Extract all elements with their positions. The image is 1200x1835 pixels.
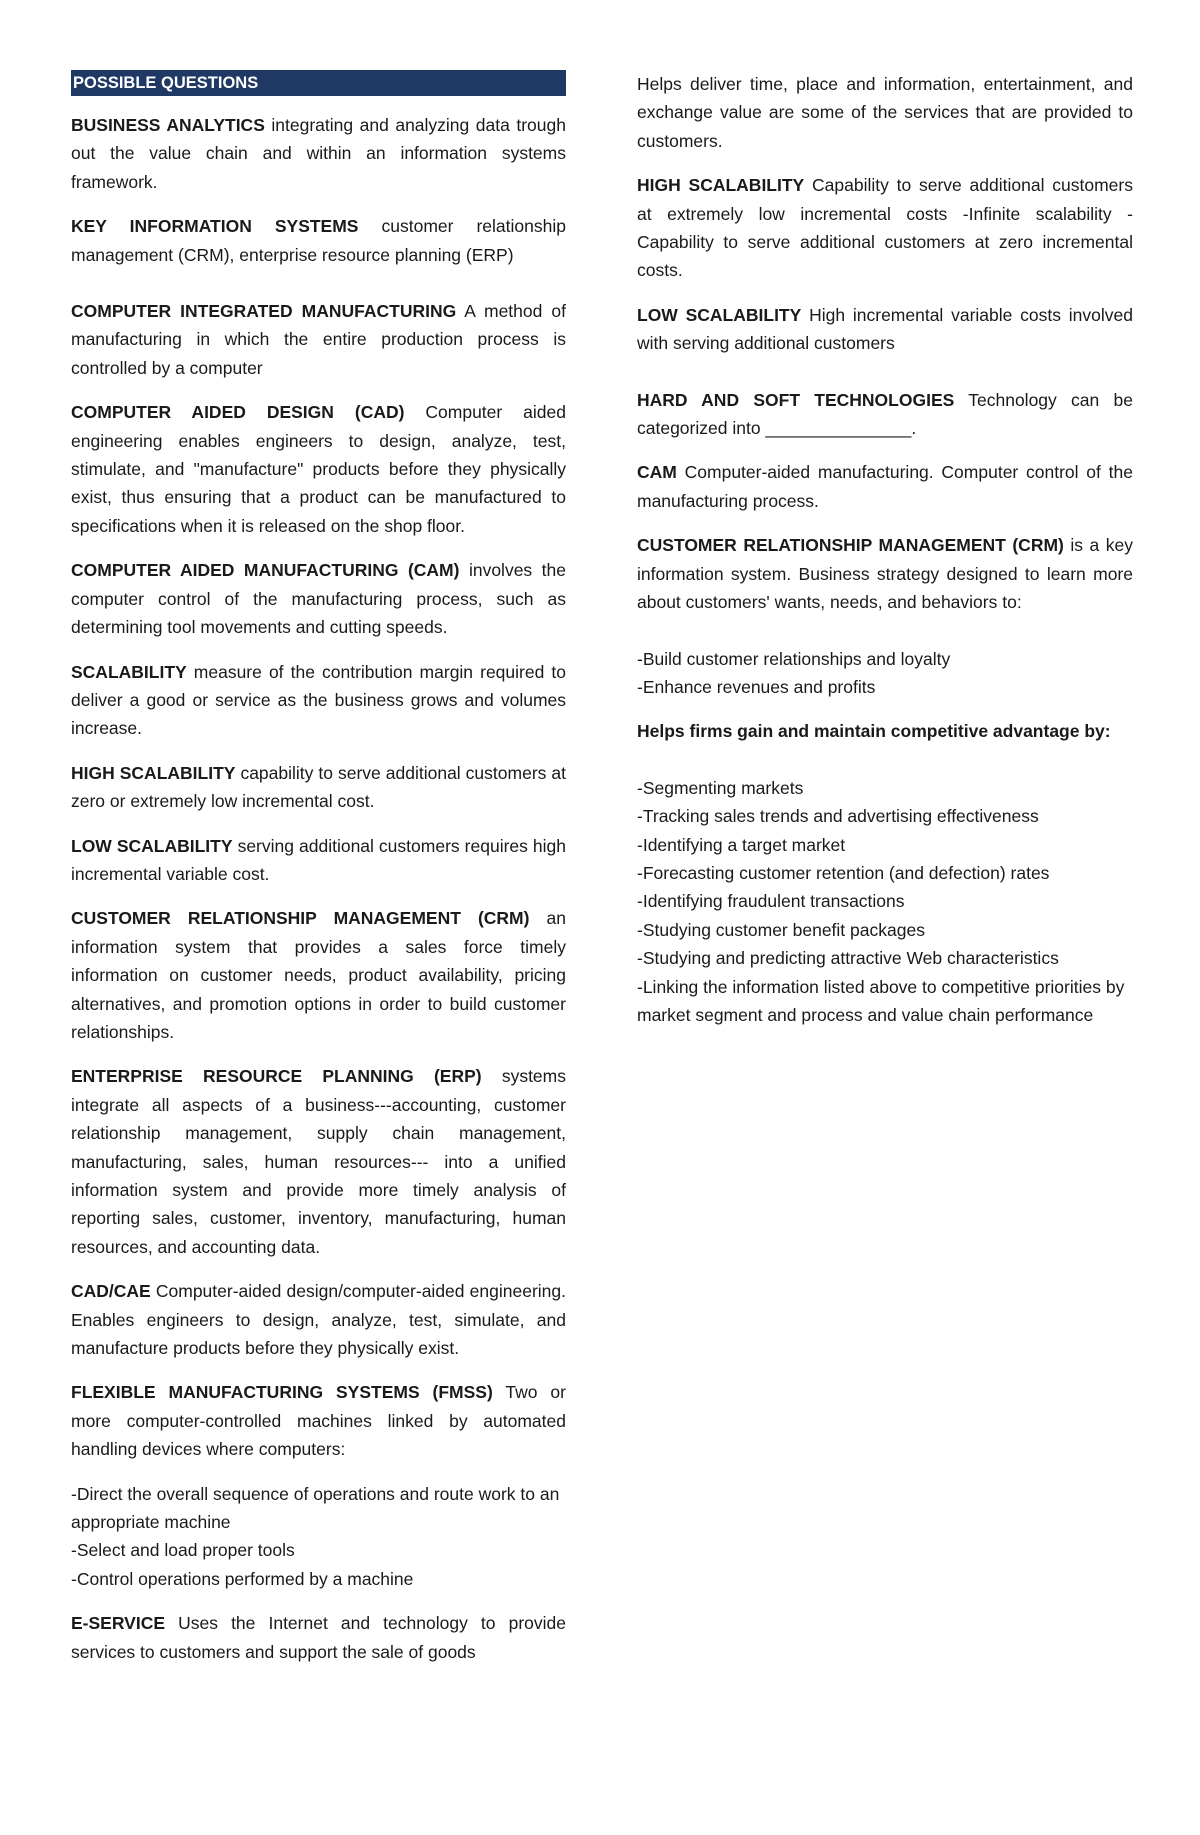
intro-paragraph: Helps deliver time, place and information, entertainment, and exchange value are some of the services that are provided to customers.	[637, 74, 1133, 151]
entry-term: LOW SCALABILITY	[71, 835, 233, 856]
list-item: -Forecasting customer retention (and defection) rates	[637, 862, 1050, 883]
entry-text: serving additional customers requires high incremental variable cost.	[71, 835, 566, 884]
list-item: -Identifying fraudulent transactions	[637, 891, 905, 912]
list-item: -Select and load proper tools	[71, 1540, 295, 1561]
entry-term: SCALABILITY	[71, 661, 187, 682]
fms-list	[71, 1480, 566, 1594]
entry-low-scalability-2	[637, 301, 1133, 358]
entry-text: Capability to serve additional customers at extremely low incremental costs -Infinite scalability - Capability to serve additional customers at zero incremental costs.	[637, 175, 1133, 281]
list-item: -Studying and predicting attractive Web characteristics	[637, 948, 1059, 969]
list-item: -Tracking sales trends and advertising effectiveness	[637, 806, 1039, 827]
entry-term: ENTERPRISE RESOURCE PLANNING (ERP)	[71, 1066, 482, 1087]
entry-business-analytics	[71, 111, 566, 196]
list-item: -Control operations performed by a machine	[71, 1568, 414, 1589]
entry-text: measure of the contribution margin required to deliver a good or service as the business grows and volumes increase.	[71, 661, 566, 739]
crm-list	[637, 645, 1133, 702]
entry-hard-soft-technologies	[637, 386, 1133, 443]
entry-term: HARD AND SOFT TECHNOLOGIES	[637, 389, 955, 410]
entry-text: involves the computer control of the manufacturing process, such as determining tool movements and cutting speeds.	[71, 560, 566, 638]
section-heading: POSSIBLE QUESTIONS	[71, 70, 566, 96]
entry-text: Computer-aided design/computer-aided engineering. Enables engineers to design, analyze, test, simulate, and manufacture products before they physically exist.	[71, 1281, 566, 1359]
entry-term: CAD/CAE	[71, 1281, 151, 1302]
list-item: -Identifying a target market	[637, 834, 846, 855]
entry-term: E-SERVICE	[71, 1613, 166, 1634]
entry-computer-aided-manufacturing	[71, 556, 566, 641]
entry-term: COMPUTER AIDED DESIGN (CAD)	[71, 402, 405, 423]
entry-term: HIGH SCALABILITY	[71, 762, 236, 783]
entry-term: CUSTOMER RELATIONSHIP MANAGEMENT (CRM)	[71, 908, 530, 929]
entry-text: systems integrate all aspects of a business---accounting, customer relationship management, supply chain management, manufacturing, sales, human resources--- into a unified information system and provide more timely analysis of reporting sales, customer, inventory, manufacturing, human resources, and accounting data.	[71, 1066, 566, 1257]
entry-high-scalability-2	[637, 171, 1133, 285]
entry-e-service	[71, 1609, 566, 1666]
entry-text: Two or more computer-controlled machines linked by automated handling devices where computers:	[71, 1382, 566, 1460]
entry-text: Technology can be categorized into _______________.	[637, 389, 1133, 439]
entry-text: customer relationship management (CRM), enterprise resource planning (ERP)	[71, 216, 566, 265]
entry-text: is a key information system. Business strategy designed to learn more about customers' wants, needs, and behaviors to:	[637, 535, 1133, 613]
entry-text: Computer-aided manufacturing. Computer control of the manufacturing process.	[637, 462, 1133, 511]
entry-term: FLEXIBLE MANUFACTURING SYSTEMS (FMSS)	[71, 1382, 493, 1403]
entry-term: LOW SCALABILITY	[637, 304, 802, 325]
entry-text: Computer aided engineering enables engineers to design, analyze, test, stimulate, and "manufacture" products before they physically exist, thus ensuring that a product can be manufactured to specifications when it is released on the shop floor.	[71, 402, 566, 536]
list-item: -Build customer relationships and loyalty	[637, 648, 951, 669]
entry-crm-2	[637, 531, 1133, 616]
list-item: -Linking the information listed above to competitive priorities by market segment and process and value chain performance	[637, 976, 1125, 1025]
entry-key-information-systems	[71, 212, 566, 269]
entry-term: BUSINESS ANALYTICS	[71, 115, 265, 135]
entry-computer-integrated-manufacturing	[71, 297, 566, 382]
entry-term: CAM	[637, 462, 677, 483]
entry-text: A method of manufacturing in which the entire production process is controlled by a computer	[71, 301, 566, 378]
entry-term: COMPUTER AIDED MANUFACTURING (CAM)	[71, 560, 460, 581]
entry-low-scalability	[71, 832, 566, 889]
entry-cam	[637, 458, 1133, 515]
entry-scalability	[71, 658, 566, 743]
entry-crm	[71, 904, 566, 1046]
entry-high-scalability	[71, 759, 566, 816]
entry-cad-cae	[71, 1277, 566, 1362]
entry-term: CUSTOMER RELATIONSHIP MANAGEMENT (CRM)	[637, 535, 1064, 556]
entry-computer-aided-design	[71, 398, 566, 540]
advantage-list	[637, 774, 1133, 1030]
right-column	[637, 70, 1133, 1045]
left-column	[71, 70, 566, 1682]
entry-fms	[71, 1378, 566, 1463]
entry-text: an information system that provides a sales force timely information on customer needs, product availability, pricing alternatives, and promotion options in order to build customer relationships.	[71, 908, 566, 1042]
list-item: -Studying customer benefit packages	[637, 919, 925, 940]
entry-text: integrating and analyzing data trough out the value chain and within an information systems framework.	[71, 115, 566, 192]
entry-term: KEY INFORMATION SYSTEMS	[71, 216, 359, 237]
entry-text: High incremental variable costs involved with serving additional customers	[637, 304, 1134, 354]
list-item: -Enhance revenues and profits	[637, 676, 876, 697]
entry-erp	[71, 1062, 566, 1261]
list-item: -Direct the overall sequence of operations and route work to an appropriate machine	[71, 1483, 560, 1533]
entry-term: COMPUTER INTEGRATED MANUFACTURING	[71, 301, 457, 322]
entry-term: HIGH SCALABILITY	[637, 175, 805, 196]
advantage-heading: Helps firms gain and maintain competitive advantage by:	[637, 721, 1111, 742]
entry-text: capability to serve additional customers at zero or extremely low incremental cost.	[71, 762, 566, 812]
entry-text: Uses the Internet and technology to provide services to customers and support the sale of goods	[71, 1613, 566, 1662]
list-item: -Segmenting markets	[637, 777, 804, 798]
